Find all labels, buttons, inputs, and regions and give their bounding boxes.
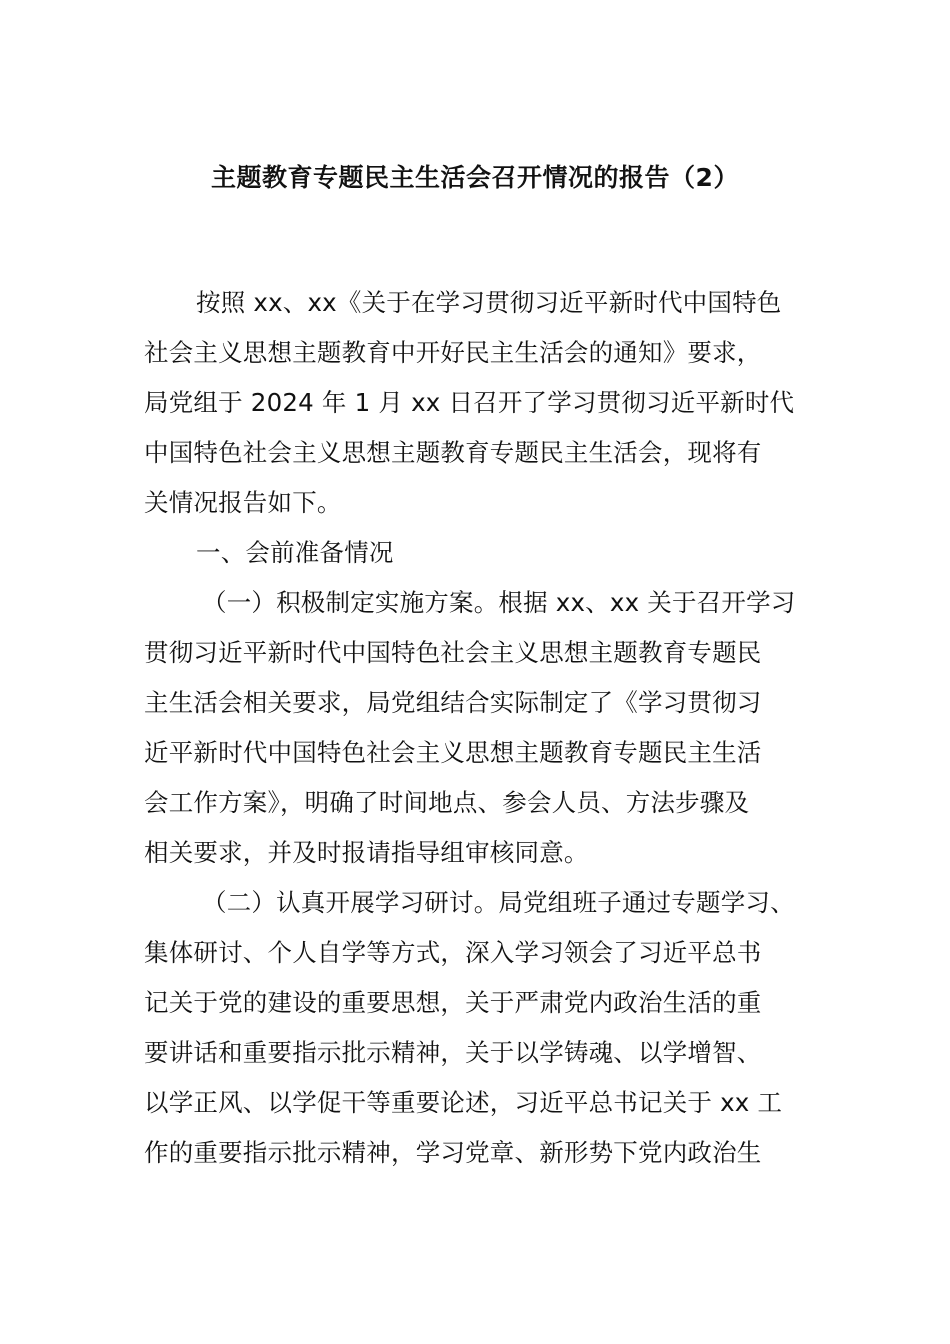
paragraph-line: 贯彻习近平新时代中国特色社会主义思想主题教育专题民 xyxy=(144,638,762,667)
section-heading: 一、会前准备情况 xyxy=(196,538,394,567)
paragraph-line: 会工作方案》，明确了时间地点、参会人员、方法步骤及 xyxy=(144,788,750,817)
paragraph-line: 要讲话和重要指示批示精神，关于以学铸魂、以学增智、 xyxy=(144,1038,762,1067)
paragraph-line: （一）积极制定实施方案。根据 xx、xx 关于召开学习 xyxy=(202,588,796,617)
paragraph-line: 记关于党的建设的重要思想，关于严肃党内政治生活的重 xyxy=(144,988,762,1017)
paragraph-line: 中国特色社会主义思想主题教育专题民主生活会，现将有 xyxy=(144,438,762,467)
paragraph-line: 作的重要指示批示精神，学习党章、新形势下党内政治生 xyxy=(144,1138,762,1167)
paragraph-line: 关情况报告如下。 xyxy=(144,488,342,517)
document-body xyxy=(144,283,824,1183)
paragraph-line: 近平新时代中国特色社会主义思想主题教育专题民主生活 xyxy=(144,738,762,767)
document-title: 主题教育专题民主生活会召开情况的报告（2） xyxy=(211,163,739,192)
paragraph-line: 局党组于 2024 年 1 月 xx 日召开了学习贯彻习近平新时代 xyxy=(144,388,795,417)
paragraph-line: 按照 xx、xx《关于在学习贯彻习近平新时代中国特色 xyxy=(196,288,782,317)
paragraph-line: （二）认真开展学习研讨。局党组班子通过专题学习、 xyxy=(202,888,795,917)
paragraph-line: 集体研讨、个人自学等方式，深入学习领会了习近平总书 xyxy=(144,938,762,967)
paragraph-line: 相关要求，并及时报请指导组审核同意。 xyxy=(144,838,589,867)
paragraph-line: 社会主义思想主题教育中开好民主生活会的通知》要求， xyxy=(144,338,762,367)
paragraph-line: 以学正风、以学促干等重要论述，习近平总书记关于 xx 工 xyxy=(144,1088,783,1117)
paragraph-line: 主生活会相关要求，局党组结合实际制定了《学习贯彻习 xyxy=(144,688,762,717)
